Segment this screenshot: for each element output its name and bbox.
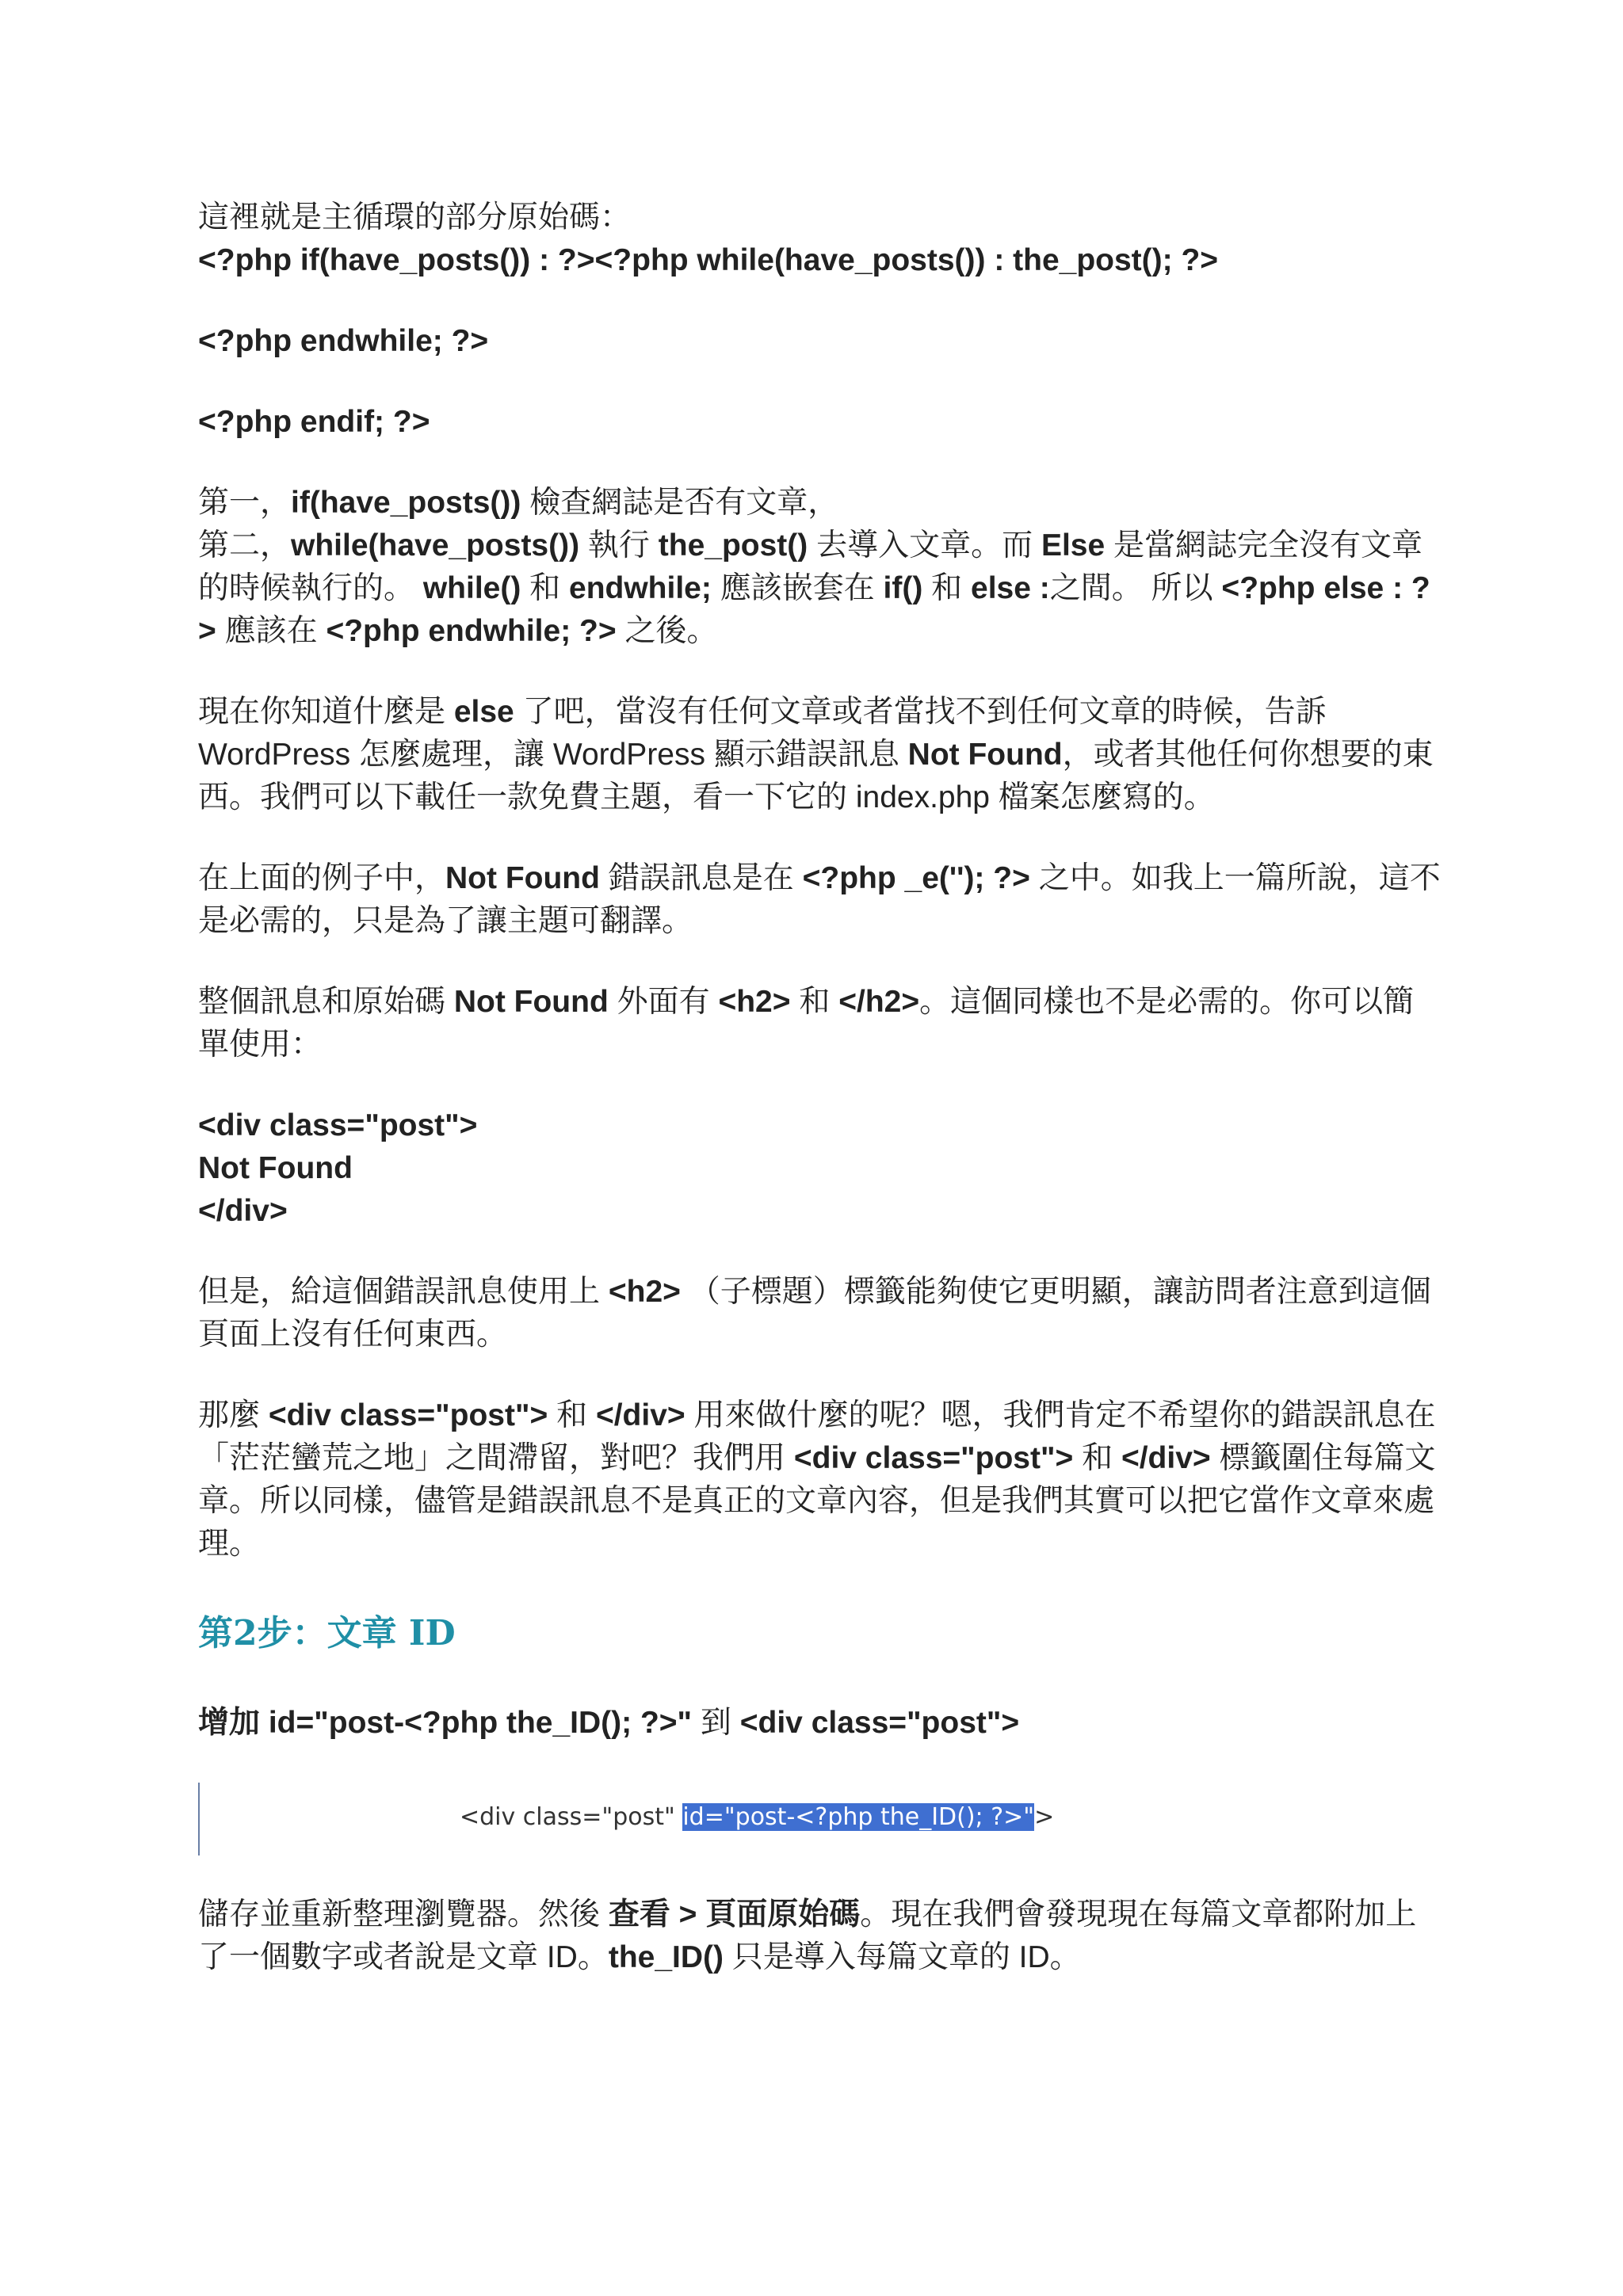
paragraph-not-found: 在上面的例子中，Not Found 錯誤訊息是在 <?php _e(''); ?> 之中。如我上一篇所說，這不是必需的，只是為了讓主題可翻譯。 <box>198 861 1441 938</box>
paragraph-first: 第一，if(have_posts()) 檢查網誌是否有文章， <box>198 486 839 520</box>
paragraph-save: 儲存並重新整理瀏覽器。然後 查看 > 頁面原始碼。現在我們會發現現在每篇文章都附加上了一個數字或者說是文章 ID。the_ID() 只是導入每篇文章的 ID。 <box>198 1897 1417 1974</box>
paragraph-subheading: 但是，給這個錯誤訊息使用上 <h2> （子標題）標籤能夠使它更明顯，讓訪問者注意到這個頁面上沒有任何東西。 <box>198 1275 1431 1352</box>
paragraph-second: 第二，while(have_posts()) 執行 the_post() 去導入文章。而 Else 是當網誌完全沒有文章的時候執行的。 while() 和 endwhile; 應該嵌套在 if() 和 else :之間。 所以 <?php else : ?> 應該在 <?php endwhile; ?> 之後。 <box>198 528 1430 648</box>
code-screenshot <box>198 1783 1442 1855</box>
figure-left-border <box>198 1783 200 1855</box>
code-line-3: <?php endif; ?> <box>198 405 430 439</box>
code-line-2: <?php endwhile; ?> <box>198 324 489 358</box>
paragraph-else: 現在你知道什麼是 else 了吧，當沒有任何文章或者當找不到任何文章的時候，告訴 WordPress 怎麼處理，讓 WordPress 顯示錯誤訊息 Not Found，或者其他任何你想要的東西。我們可以下載任一款免費主題，看一下它的 index.php 檔案怎麼寫的。 <box>198 695 1434 814</box>
code-snippet: <div class="post" id="post-<?php the_ID(); ?>"> <box>460 1803 1055 1831</box>
section-heading: 第2步：文章 ID <box>198 1613 456 1653</box>
article-body <box>198 196 1442 1979</box>
code-line-1: <?php if(have_posts()) : ?><?php while(have_posts()) : the_post(); ?> <box>198 243 1219 277</box>
code-block-line-3: </div> <box>198 1194 288 1228</box>
code-block-line-1: <div class="post"> <box>198 1108 478 1142</box>
selected-code: id="post-<?php the_ID(); ?>" <box>682 1803 1035 1831</box>
paragraph-h2: 整個訊息和原始碼 Not Found 外面有 <h2> 和 </h2>。這個同樣也不是必需的。你可以簡單使用： <box>198 985 1415 1062</box>
step-instruction: 增加 id="post-<?php the_ID(); ?>" 到 <div class="post"> <box>198 1706 1020 1740</box>
intro-text: 這裡就是主循環的部分原始碼： <box>198 200 632 235</box>
code-block-line-2: Not Found <box>198 1151 353 1185</box>
paragraph-div-post: 那麼 <div class="post"> 和 </div> 用來做什麼的呢？嗯，我們肯定不希望你的錯誤訊息在「茫茫蠻荒之地」之間滯留，對吧？我們用 <div class="post"> 和 </div> 標籤圍住每篇文章。所以同樣，儘管是錯誤訊息不是真正的文章內容，但是我們其實可以把它當作文章來處理。 <box>198 1398 1436 1561</box>
